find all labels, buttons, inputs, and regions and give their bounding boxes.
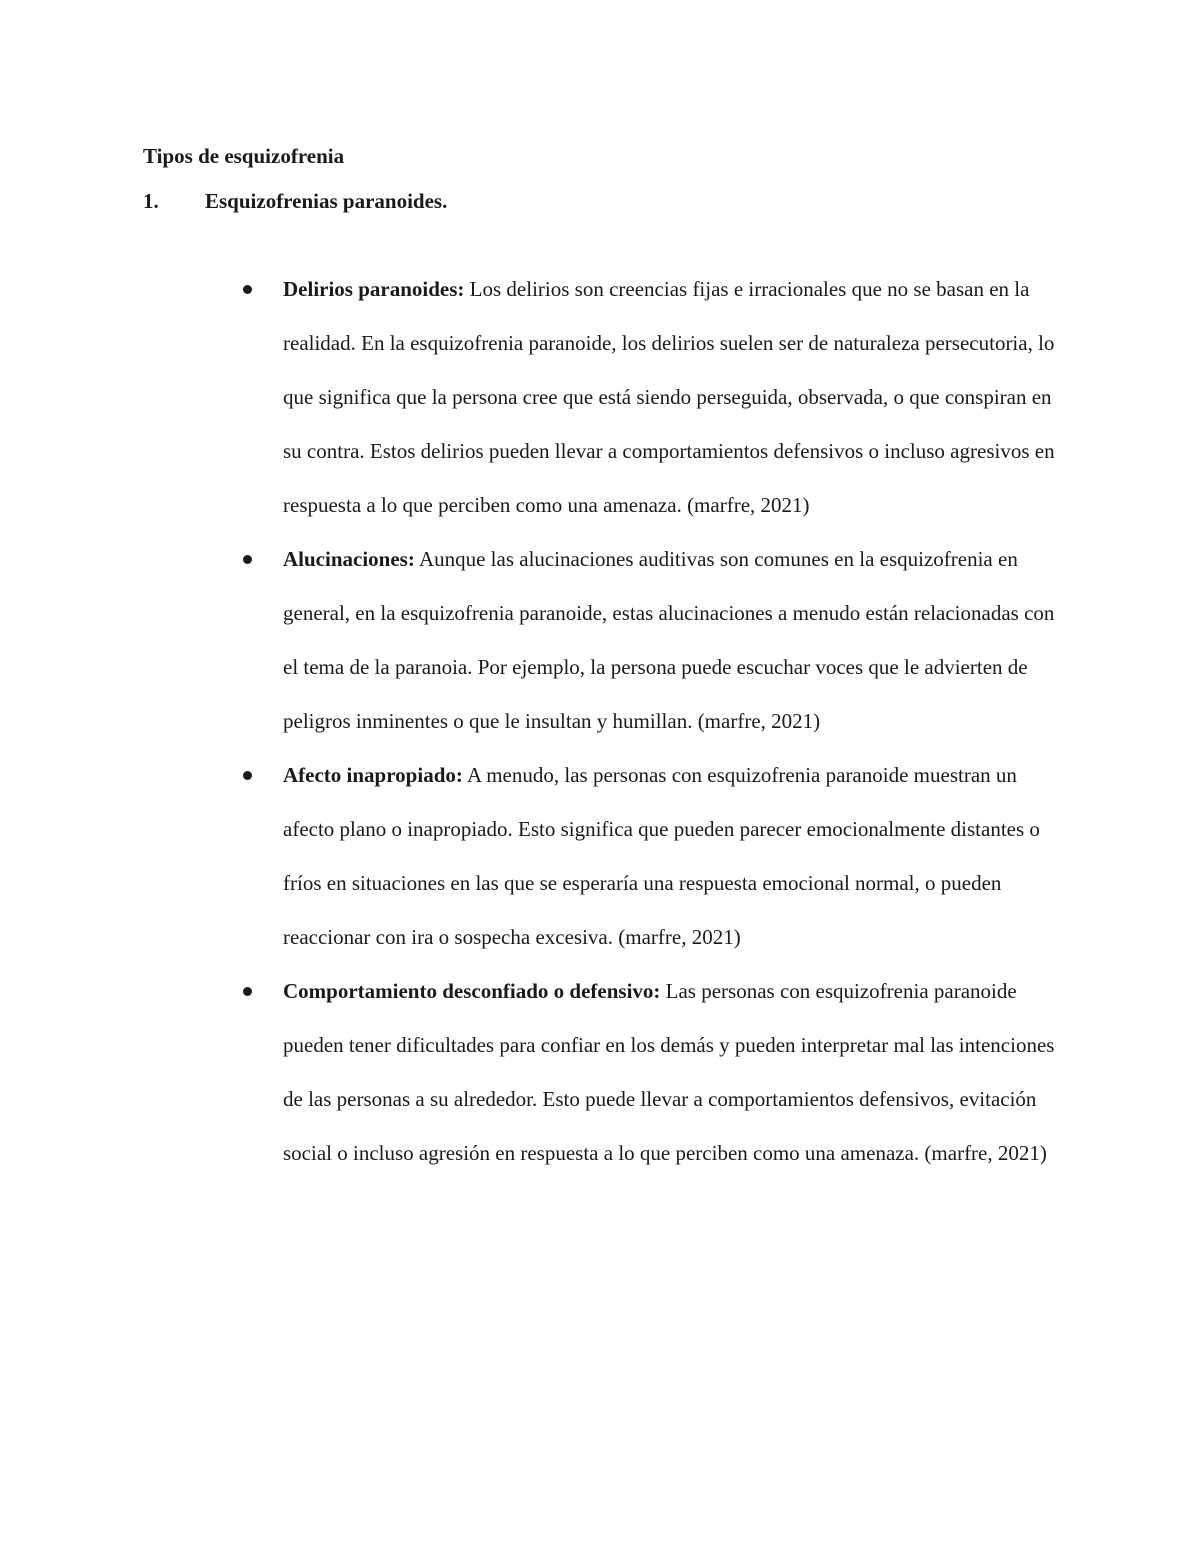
bullet-term: Comportamiento desconfiado o defensivo:	[283, 979, 661, 1003]
document-title: Tipos de esquizofrenia	[143, 144, 345, 168]
bullet-dot-icon	[243, 987, 252, 996]
section-heading	[143, 186, 447, 216]
bullet-dot-icon	[243, 555, 252, 564]
bullet-text: Aunque las alucinaciones auditivas son comunes en la esquizofrenia en general, en la esquizofrenia paranoide, estas alucinaciones a menudo están relacionadas con el tema de la paranoia. Por ejemplo, la persona puede escuchar voces que le advierten de peligros inminentes o que le insultan y humillan. (marfre, 2021)	[283, 547, 1055, 733]
bullet-item-alucinaciones	[240, 532, 1070, 748]
bullet-text: Las personas con esquizofrenia paranoide pueden tener dificultades para confiar en los demás y pueden interpretar mal las intenciones de las personas a su alrededor. Esto puede llevar a comportamientos defensivos, evitación social o incluso agresión en respuesta a lo que perciben como una amenaza. (marfre, 2021)	[283, 979, 1055, 1165]
section-number: 1.	[143, 189, 159, 213]
bullet-term: Delirios paranoides:	[283, 277, 465, 301]
bullet-item-afecto	[240, 748, 1070, 964]
bullet-list	[240, 262, 1070, 1180]
bullet-dot-icon	[243, 285, 252, 294]
bullet-item-comportamiento	[240, 964, 1070, 1180]
bullet-term: Alucinaciones:	[283, 547, 415, 571]
bullet-text: Los delirios son creencias fijas e irracionales que no se basan en la realidad. En la esquizofrenia paranoide, los delirios suelen ser de naturaleza persecutoria, lo que significa que la persona cree que está siendo perseguida, observada, o que conspiran en su contra. Estos delirios pueden llevar a comportamientos defensivos o incluso agresivos en respuesta a lo que perciben como una amenaza. (marfre, 2021)	[283, 277, 1055, 517]
bullet-dot-icon	[243, 771, 252, 780]
bullet-text: A menudo, las personas con esquizofrenia paranoide muestran un afecto plano o inapropiado. Esto significa que pueden parecer emocionalmente distantes o fríos en situaciones en las que se esperaría una respuesta emocional normal, o pueden reaccionar con ira o sospecha excesiva. (marfre, 2021)	[283, 763, 1040, 949]
bullet-item-delirios	[240, 262, 1070, 532]
section-heading-text: Esquizofrenias paranoides.	[205, 189, 448, 213]
bullet-term: Afecto inapropiado:	[283, 763, 463, 787]
